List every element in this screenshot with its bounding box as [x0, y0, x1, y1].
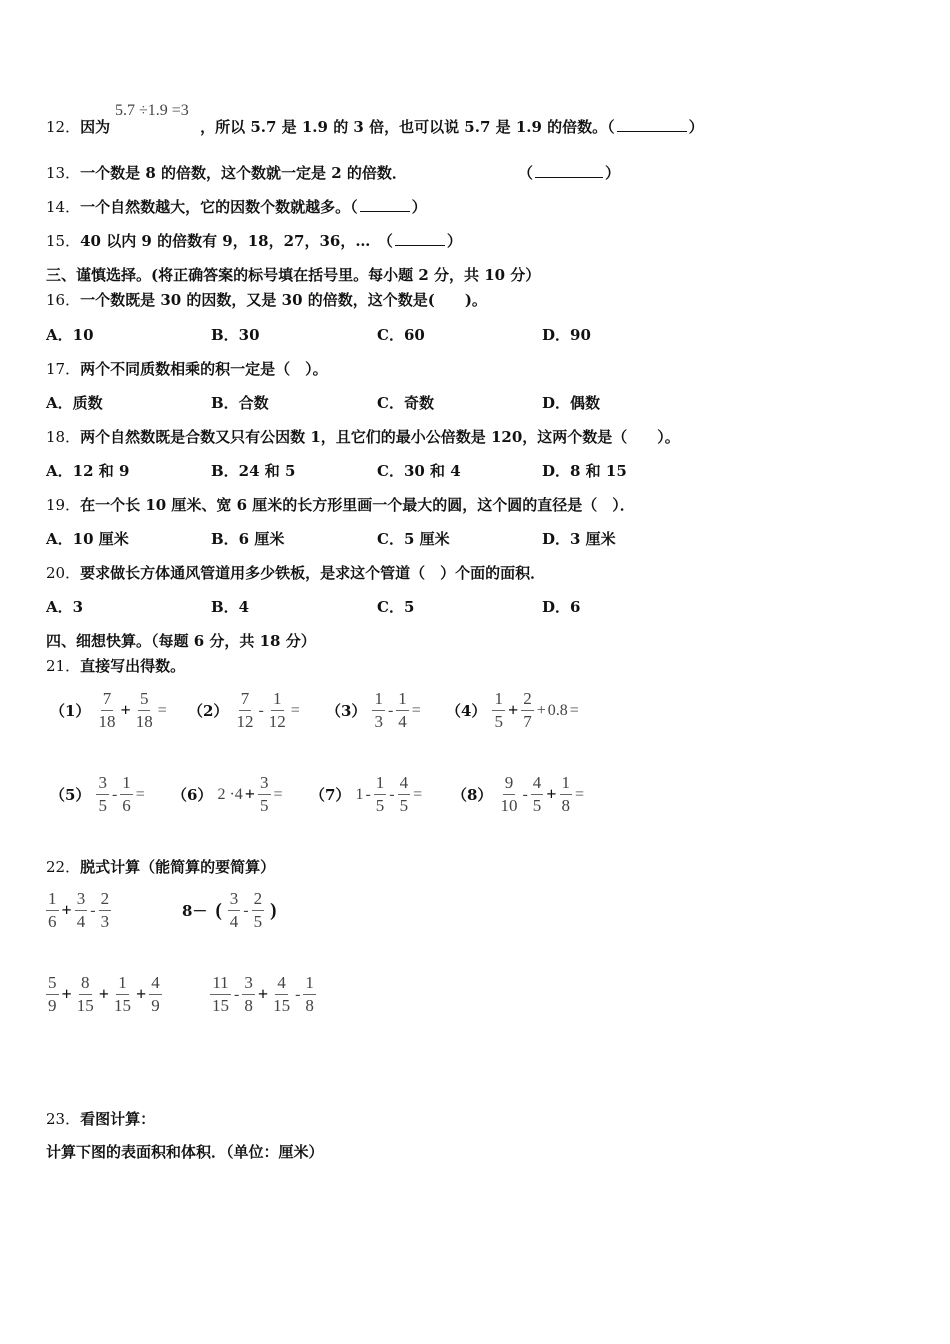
question-23	[46, 1108, 155, 1129]
fraction: $\frac{4}{5}$	[532, 773, 542, 815]
question-14	[46, 196, 427, 217]
q12-text: ，所以 5.7 是 1.9 的 3 倍，也可以说 5.7 是 1.9 的倍数。（	[200, 118, 615, 136]
q17-option-d[interactable]: D．偶数	[542, 394, 601, 412]
fraction: $\frac{1}{5}$	[375, 773, 385, 815]
fraction: $\frac{4}{9}$	[151, 973, 160, 1015]
q18-option-c[interactable]: C．30 和 4	[377, 462, 461, 480]
question-17	[46, 358, 328, 379]
q21-label-5: （5）	[50, 786, 91, 804]
question-19	[46, 494, 635, 515]
q21-expr-2: （2） $\frac{7}{12}$ - $\frac{1}{12}$ =	[188, 689, 300, 731]
q23-text: 看图计算：	[80, 1110, 156, 1128]
q22-expr-a: $\frac{1}{6}$ + $\frac{3}{4}$ - $\frac{2}{3}$	[48, 889, 110, 931]
q12-close: ）	[688, 118, 704, 136]
fraction: $\frac{3}{5}$	[260, 773, 269, 815]
q12-number: 12．	[46, 118, 81, 136]
q20-option-d[interactable]: D．6	[542, 598, 581, 616]
q21-label-8: （8）	[452, 786, 493, 804]
q17-option-c[interactable]: C．奇数	[377, 394, 434, 412]
q19-option-b[interactable]: B．6 厘米	[211, 530, 285, 548]
q19-option-d[interactable]: D．3 厘米	[542, 530, 616, 548]
fraction: $\frac{1}{15}$	[114, 973, 132, 1015]
q13-text: 一个数是 8 的倍数，这个数就一定是 2 的倍数．	[80, 164, 407, 182]
q16-option-c[interactable]: C．60	[377, 326, 425, 344]
section-4-heading: 四、细想快算。（每题 6 分，共 18 分）	[46, 632, 316, 650]
fraction: $\frac{1}{4}$	[398, 689, 407, 731]
question-16	[46, 289, 487, 310]
fraction: $\frac{3}{4}$	[229, 889, 239, 931]
question-21	[46, 655, 185, 676]
q21-label-7: （7）	[310, 786, 351, 804]
q22-expr-b: 8－ ( $\frac{3}{4}$ - $\frac{2}{5}$ )	[182, 889, 277, 931]
question-13	[46, 162, 407, 183]
fraction: $\frac{1}{6}$	[122, 773, 131, 815]
q13-answer	[518, 162, 620, 183]
q23-number: 23．	[46, 1110, 81, 1128]
question-18	[46, 426, 680, 447]
q20-number: 20．	[46, 564, 81, 582]
q21-label-1: （1）	[50, 702, 91, 720]
q21-expr-5: （5） $\frac{3}{5}$ - $\frac{1}{6}$ =	[50, 773, 145, 815]
q18-text: 两个自然数既是合数又只有公因数 1，且它们的最小公倍数是 120，这两个数是（ ）。	[80, 428, 680, 446]
q19-text: 在一个长 10 厘米、宽 6 厘米的长方形里画一个最大的圆，这个圆的直径是（ ）．	[80, 496, 635, 514]
q21-expr-8: （8） $\frac{9}{10}$ - $\frac{4}{5}$ + $\frac{1}{8}$ =	[452, 773, 585, 815]
fraction: $\frac{3}{8}$	[244, 973, 253, 1015]
q13-close: ）	[605, 164, 621, 182]
q14-number: 14．	[46, 198, 81, 216]
q19-option-c[interactable]: C．5 厘米	[377, 530, 450, 548]
question-20	[46, 562, 545, 583]
q20-option-c[interactable]: C．5	[377, 598, 415, 616]
fraction: $\frac{5}{9}$	[48, 973, 57, 1015]
fraction: $\frac{3}{4}$	[76, 889, 86, 931]
q12-answer-blank[interactable]	[617, 131, 687, 132]
q14-close: ）	[411, 198, 427, 216]
fraction: $\frac{4}{15}$	[273, 973, 291, 1015]
q16-option-a[interactable]: A．10	[46, 326, 94, 344]
q21-label-2: （2）	[188, 702, 229, 720]
fraction: $\frac{7}{18}$	[98, 689, 116, 731]
fraction: $\frac{1}{8}$	[561, 773, 571, 815]
q20-option-a[interactable]: A．3	[46, 598, 84, 616]
q18-number: 18．	[46, 428, 81, 446]
q23-subtext: 计算下图的表面积和体积．（单位：厘米）	[46, 1143, 324, 1161]
q19-option-a[interactable]: A．10 厘米	[46, 530, 129, 548]
q21-expr-6: （6） 2 ·4 + $\frac{3}{5}$ =	[172, 773, 283, 815]
q21-expr-7: （7） 1 - $\frac{1}{5}$ - $\frac{4}{5}$ =	[310, 773, 423, 815]
q21-label-6: （6）	[172, 786, 213, 804]
q22-number: 22．	[46, 858, 81, 876]
q17-number: 17．	[46, 360, 81, 378]
q13-number: 13．	[46, 164, 81, 182]
section-3-heading: 三、谨慎选择。(将正确答案的标号填在括号里。每小题 2 分，共 10 分）	[46, 266, 541, 284]
fraction: $\frac{1}{3}$	[374, 689, 383, 731]
q21-expr-1: （1） $\frac{7}{18}$ + $\frac{5}{18}$ =	[50, 689, 167, 731]
q22-text: 脱式计算（能简算的要简算）	[80, 858, 276, 876]
fraction: $\frac{5}{18}$	[135, 689, 153, 731]
q21-label-3: （3）	[326, 702, 367, 720]
question-22	[46, 856, 275, 877]
q14-answer-blank[interactable]	[360, 211, 410, 212]
q21-text: 直接写出得数。	[80, 657, 186, 675]
q21-expr-3: （3） $\frac{1}{3}$ - $\frac{1}{4}$ =	[326, 689, 421, 731]
q22-expr-c: $\frac{5}{9}$ + $\frac{8}{15}$ + $\frac{1}{15}$ + $\frac{4}{9}$	[48, 973, 160, 1015]
q21-label-4: （4）	[446, 702, 487, 720]
q21-number: 21．	[46, 657, 81, 675]
q16-option-d[interactable]: D．90	[542, 326, 591, 344]
fraction: $\frac{3}{5}$	[98, 773, 107, 815]
q12-pre: 因为	[80, 118, 111, 136]
q18-option-d[interactable]: D．8 和 15	[542, 462, 627, 480]
fraction: $\frac{1}{8}$	[305, 973, 314, 1015]
q13-open: （	[518, 164, 534, 182]
q12-formula: 5.7 ÷1.9 =3	[115, 102, 189, 119]
q16-option-b[interactable]: B．30	[211, 326, 260, 344]
q16-text: 一个数既是 30 的因数，又是 30 的倍数，这个数是( )。	[80, 291, 487, 309]
fraction: $\frac{11}{15}$	[212, 973, 229, 1015]
question-12	[46, 116, 704, 137]
fraction: $\frac{9}{10}$	[500, 773, 518, 815]
q17-text: 两个不同质数相乘的积一定是（ ）。	[80, 360, 328, 378]
q22-expr-d: $\frac{11}{15}$ - $\frac{3}{8}$ + $\frac{4}{15}$ - $\frac{1}{8}$	[212, 973, 314, 1015]
q17-option-a[interactable]: A．质数	[46, 394, 103, 412]
q14-text: 一个自然数越大，它的因数个数就越多。（	[80, 198, 358, 216]
q16-number: 16．	[46, 291, 81, 309]
q20-text: 要求做长方体通风管道用多少铁板，是求这个管道（ ）个面的面积．	[80, 564, 546, 582]
q15-text: 40 以内 9 的倍数有 9，18，27，36，… （	[80, 232, 393, 250]
fraction: $\frac{1}{5}$	[494, 689, 503, 731]
q17-option-b[interactable]: B．合数	[211, 394, 269, 412]
question-15	[46, 230, 462, 251]
q20-option-b[interactable]: B．4	[211, 598, 250, 616]
fraction: $\frac{2}{5}$	[253, 889, 263, 931]
q21-expr-4: （4） $\frac{1}{5}$ + $\frac{2}{7}$ + 0.8 =	[446, 689, 579, 731]
q13-answer-blank[interactable]	[535, 177, 603, 178]
q18-option-a[interactable]: A．12 和 9	[46, 462, 130, 480]
fraction: $\frac{1}{12}$	[268, 689, 286, 731]
q15-answer-blank[interactable]	[395, 245, 445, 246]
fraction: $\frac{8}{15}$	[76, 973, 94, 1015]
fraction: $\frac{2}{7}$	[523, 689, 532, 731]
q18-option-b[interactable]: B．24 和 5	[211, 462, 296, 480]
fraction: $\frac{2}{3}$	[100, 889, 110, 931]
fraction: $\frac{4}{5}$	[399, 773, 409, 815]
q15-number: 15．	[46, 232, 81, 250]
q19-number: 19．	[46, 496, 81, 514]
fraction: $\frac{7}{12}$	[236, 689, 254, 731]
q15-close: ）	[446, 232, 462, 250]
fraction: $\frac{1}{6}$	[48, 889, 57, 931]
